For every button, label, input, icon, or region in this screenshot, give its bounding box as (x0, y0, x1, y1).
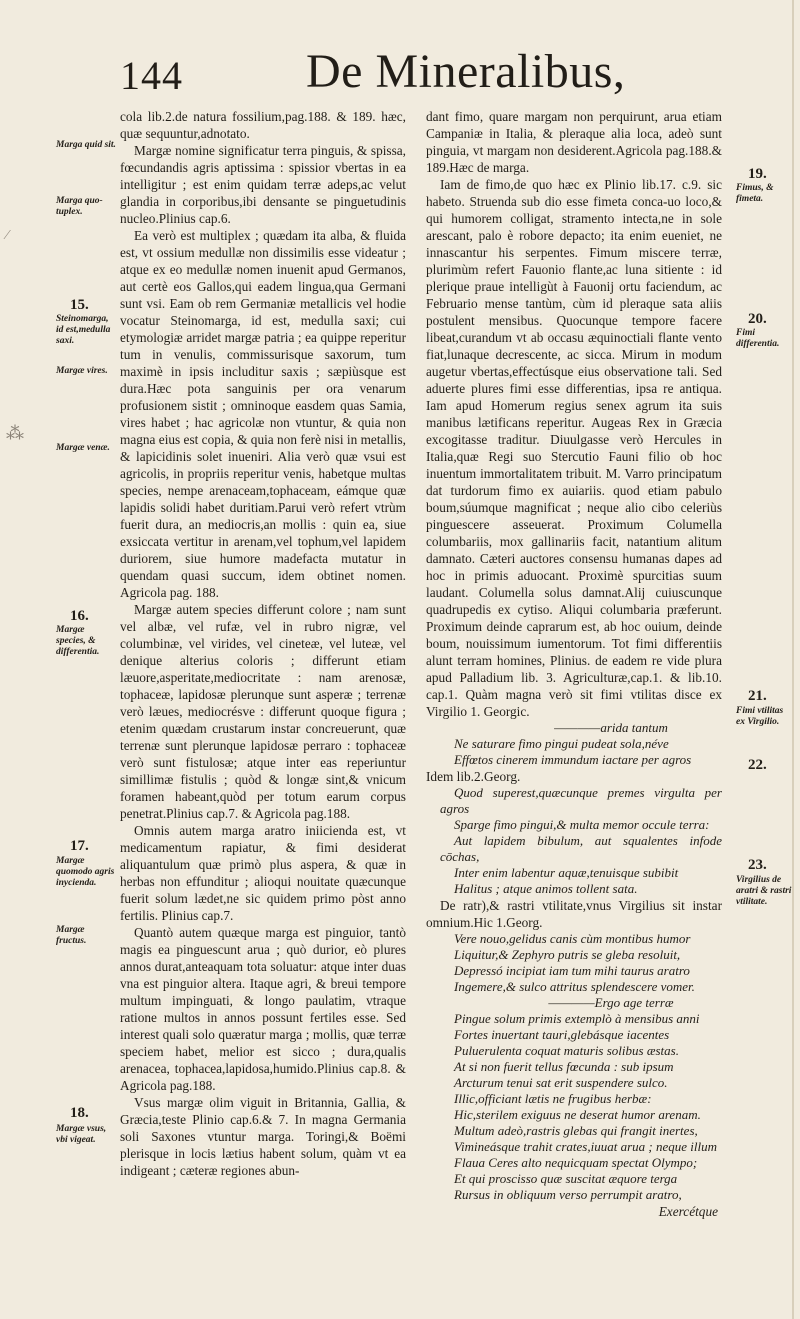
verse-line: Hic,sterilem exiguus ne deserat humor arenam. (454, 1107, 701, 1122)
page-header (120, 44, 740, 104)
verse-line: ————arida tantum (554, 720, 668, 735)
ink-mark-icon: ⁄ (6, 228, 9, 243)
verse-line: Ingemere,& sulco attritus splendescere vomer. (454, 979, 695, 994)
section-number: 22. (748, 757, 767, 773)
verse-line: Pingue solum primis extemplò à mensibus anni (454, 1011, 700, 1026)
margin-note: Margæ quomodo agris inycienda. (56, 856, 115, 888)
section-number: 18. (70, 1105, 89, 1121)
verse-line: Halitus ; atque animos tollent sata. (454, 881, 638, 896)
verse-line: Flaua Ceres alto nequicquam spectat Olympo; (454, 1155, 698, 1170)
paragraph: Ea verò est multiplex ; quædam ita alba, & fluida est, vt ossium medullæ non dissimilis esse videatur ; atque ex eo medullæ nomen inuenit apud Germanos, aut certè eos Gallos,qui eadem lingua,qua Germani sunt vsi. Eam ob rem Germaniæ metallicis vel hodie vocatur Steinomarga, id est, medulla saxi; cui etymologiæ arridet margæ patria ; ea quippe reperitur tum in venulis, commissurisque saxorum, tum maximè in ipsis includitur saxis ; sæpiùsque est dura.Hæc pota sanguinis per ora venarum profusionem sistit ; omninoque easdem quas Samia, vires habet ; hac agricolæ non vtuntur, & quia non magna eius est copia, & quia non ferè nisi in metallis, & lapicidinis solet inueniri. Alia verò quæ vsui est agricolis, in propriis reperitur venis, habetque multas species, nempe arenaceam,tophaceam, eámque quæ lapidis solidi habet duritiam.Parui verò refert vtrùm fuerit dura, an mediocris,an mollis : quin ea, siue exsiccata vertitur in arenam,vel tophum,vel lapidem duriorem, siue humore madefacta mutatur in quendam quasi succum, idem obtinet nomen. Agricola pag. 188. (120, 228, 406, 600)
section-number: 19. (748, 166, 767, 182)
left-column (120, 108, 406, 1179)
margin-note: Fimi differentia. (736, 328, 780, 349)
margin-note: Virgilius de aratri & rastri vtilitate. (736, 875, 792, 907)
margin-note: Fimus, & fimeta. (736, 183, 774, 204)
verse-line: Et qui proscisso quæ suscitat æquore terga (454, 1171, 678, 1186)
reference: Idem lib.2.Georg. (426, 769, 521, 784)
margin-note: Margæ vsus, vbi vigeat. (56, 1124, 107, 1145)
ink-mark-icon: ⁂ (6, 423, 24, 443)
margin-note: Marga quid sit. (56, 140, 116, 150)
section-number: 15. (70, 297, 89, 313)
verse-line: Liquitur,& Zephyro putris se gleba resoluit, (454, 947, 681, 962)
margin-note: Steinomarga, id est,medulla saxi. (56, 314, 111, 346)
paragraph: Vsus margæ olim viguit in Britannia, Gallia, & Græcia,teste Plinio cap.6.& 7. In magna Germania soli Saxones vtuntur marga. Toringi,& Boëmi plerisque in locis lætius habent solum, quàm vt ea indigeant ; cæteræ regiones abun- (120, 1095, 406, 1178)
margin-note: Margæ venæ. (56, 443, 110, 453)
paragraph: Omnis autem marga aratro iniicienda est, vt medicamentum rapiatur, & fimi desiderat aliquantulum quæ primò plus aspera, & quæ in herbas non effunditur ; alioqui nouitate quæcunque fuerit solum lædet,ne sic quidem primo pòst anno fertilis. Plinius cap.7. (120, 823, 406, 923)
verse-line: Aut lapidem bibulum, aut squalentes infode cōchas, (440, 833, 722, 864)
margin-note: Margæ fructus. (56, 925, 87, 946)
paragraph: Margæ autem species differunt colore ; nam sunt vel albæ, vel rufæ, vel in rubro nigræ, vel columbinæ, vel virides, vel cineteæ, vel luteæ, vel denique alterius coloris ; differunt etiam læuore,asperitate,mediocritate : nam arenosæ, tophaceæ, lapidosæ plerunque sunt asperæ ; terrenæ verò læues, mediocrésve : differunt quoque figura ; etenim quædam crustarum instar concreuerunt, quæ terrenæ sunt plerunque lapidosæ perraro : tophaceæ verò sunt fistulosæ; atque inter eas reperiuntur simillimæ fistulis ; quòd & longæ sint,& vnicum foramen habeant,quòd per totum earum corpus penetrat.Plinius cap.7. & Agricola pag.188. (120, 602, 406, 821)
paragraph: Iam de fimo,de quo hæc ex Plinio lib.17. c.9. sic habeto. Struenda sub dio esse fimeta conca-uo loco,& qui humorem colligat, stramento intecta,ne in sole arescant, palo è robore depacto; ita enim eueniet, ne innascantur his serpentes. Fimum miscere terræ, plurimùm refert Fauonio flante,ac luna sitiente : id plerique praue intelligùt à Fauonij ortu faciendum, ac Februario mense tantùm, cùm id pleraque sata aliis postulent mensibus. Quocunque tempore facere libeat,curandum vt ab occasu æquinoctiali flante vento fiat,lunaque decrescente, ac sicca. Mirum in modum augetur vbertas,effectúsque eius observatione tali. Sed aduerte plures fimi esse differentias, ipsa re antiqua. Iam apud Homerum regius senex agrum ita suis manibus lætificans reperitur. Augeas Rex in Græcia excogitasse traditur. Diuulgasse verò Hercules in Italia,quæ Regi suo Stercutio Fauni filio ob hoc inuentum immortalitatem tribuit. M. Varro principatum dat turdorum fimo ex auiariis. quod etiam pabulo boum,súumque magnificat ; neque alio cibo celeriùs pinguescere asseuerat. Proximum Columella columbariis, mox gallinariis facit, natantium alitum damnato. Cæteri auctores consensu humanas dapes ad hoc in primis aduocant. Proximè spurcitias suum laudant. Columella solus damnat.Alij cuiuscunque quadrupedis ex cytiso. Aliqui columbaria præferunt. Proximum deinde caprarum est, ab hoc ouium, deinde boum, nouissimum iumentorum. Tot fimi differentiis alunt terram homines, Plinius. de eadem re vide plura apud Palladium lib. 3. Agriculturæ,cap.1. & lib.10. cap.1. Quàm magna verò sit fimi vtilitas disce ex Virgilio 1. Georgic. (426, 177, 722, 719)
catchword: Exercétque (658, 1204, 718, 1219)
section-number: 16. (70, 608, 89, 624)
margin-note: Margæ vires. (56, 366, 108, 376)
margin-note: Fimi vtilitas ex Virgilio. (736, 706, 784, 727)
paragraph: Quantò autem quæque marga est pinguior, tantò magis ea pinguescunt arua ; quò durior, eò plures annos durat,anteaquam tota soluatur: atque inter duas vna est pinguior altera. Itaque agri, & breui tempore multum impinguati, & longo paulatim, vtraque ratione multos in annos possunt fertiles esse. Sed interest quali solo quæratur marga ; mollis, quæ terræ speciem habet, melior est sicco ; dura,qualis arenacea, tophacea,lapidosa,humido.Plinius cap.8. & Agricola pag.188. (120, 925, 406, 1093)
right-column (426, 108, 722, 1220)
verse-line: Arcturum tenui sat erit suspendere sulco. (454, 1075, 668, 1090)
verse-line: Inter enim labentur aquæ,tenuisque subibit (454, 865, 679, 880)
verse-line: Depressó incipiat iam tum mihi taurus aratro (454, 963, 690, 978)
verse-line: Fortes inuertant tauri,glebásque iacentes (454, 1027, 670, 1042)
verse-line: Quod superest,quæcunque premes virgulta per agros (440, 785, 722, 816)
section-number: 20. (748, 311, 767, 327)
paragraph: cola lib.2.de natura fossilium,pag.188. & 189. hæc, quæ sequuntur,adnotato. (120, 109, 406, 141)
section-number: 17. (70, 838, 89, 854)
margin-note: Marga quo-tuplex. (56, 196, 103, 217)
verse-line: Effœtos cinerem immundum iactare per agros (454, 752, 692, 767)
paragraph: De ratr),& rastri vtilitate,vnus Virgilius sit instar omnium.Hic 1.Georg. (426, 898, 722, 930)
paragraph: dant fimo, quare margam non perquirunt, arua etiam Campaniæ in Italia, & pleraque alia loca, adeò sunt pinguia, vt margam non desiderent.Agricola pag.188.& 189.Hæc de marga. (426, 109, 722, 175)
page-title: De Mineralibus, (306, 45, 626, 98)
verse-line: Illic,officiant lætis ne frugibus herbæ: (454, 1091, 652, 1106)
verse-line: Multum adeò,rastris glebas qui frangit inertes, (454, 1123, 698, 1138)
verse-line: Sparge fimo pingui,& multa memor occule terra: (454, 817, 710, 832)
verse-line: Ne saturare fimo pingui pudeat sola,néve (454, 736, 669, 751)
page-number: 144 (120, 53, 183, 98)
section-number: 23. (748, 857, 767, 873)
verse-line: Puluerulenta coquat maturis solibus æstas. (454, 1043, 679, 1058)
margin-note: Margæ species, & differentia. (56, 625, 100, 657)
verse-line: Rursus in obliquum verso perrumpit aratro, (454, 1187, 682, 1202)
paragraph: Margæ nomine significatur terra pinguis, & spissa, fœcundandis agris aptissima : spissior vbertas in ea intelligitur ; est enim quidam terræ adeps,ac velut glandia in corporibus,ibi densante se pinguetudinis nucleo.Plinius cap.6. (120, 143, 406, 226)
verse-line: Vere nouo,gelidus canis cùm montibus humor (454, 931, 691, 946)
verse-line: Vimineásque trahit crates,iuuat arua ; neque illum (454, 1139, 717, 1154)
verse-line: ————Ergo age terræ (548, 995, 674, 1010)
section-number: 21. (748, 688, 767, 704)
verse-line: At si non fuerit tellus fœcunda : sub ipsum (454, 1059, 674, 1074)
